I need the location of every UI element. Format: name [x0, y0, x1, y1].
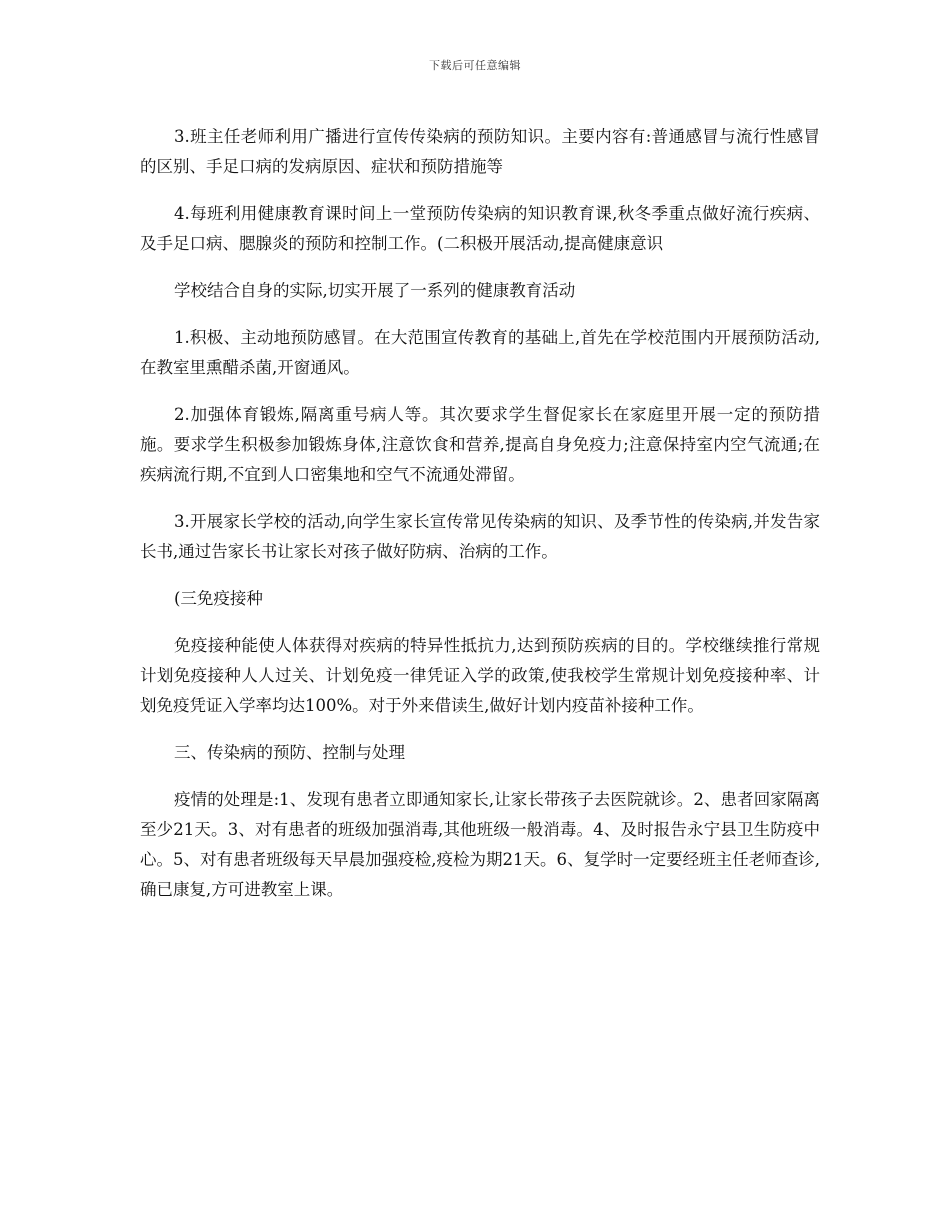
paragraph-prevent-cold: 1.积极、主动地预防感冒。在大范围宣传教育的基础上,首先在学校范围内开展预防活动,在教室里熏醋杀菌,开窗通风。: [140, 328, 820, 377]
paragraph-parent-school: 3.开展家长学校的活动,向学生家长宣传常见传染病的知识、及季节性的传染病,并发告家长书,通过告家长书让家长对孩子做好防病、治病的工作。: [140, 512, 820, 561]
paragraph-broadcast-publicity: 3.班主任老师利用广播进行宣传传染病的预防知识。主要内容有:普通感冒与流行性感冒的区别、手足口病的发病原因、症状和预防措施等: [140, 127, 820, 176]
paragraph-physical-exercise: 2.加强体育锻炼,隔离重号病人等。其次要求学生督促家长在家庭里开展一定的预防措施。要求学生积极参加锻炼身体,注意饮食和营养,提高自身免疫力;注意保持室内空气流通;在疾病流行期,不宜到人口密集地和空气不流通处滞留。: [140, 405, 820, 484]
section-heading-control: 三、传染病的预防、控制与处理: [174, 743, 405, 762]
paragraph-epidemic-handling: 疫情的处理是:1、发现有患者立即通知家长,让家长带孩子去医院就诊。2、患者回家隔离至少21天。3、对有患者的班级加强消毒,其他班级一般消毒。4、及时报告永宁县卫生防疫中心。5、对有患者班级每天早晨加强疫检,疫检为期21天。6、复学时一定要经班主任老师查诊,确已康复,方可进教室上课。: [140, 790, 820, 899]
paragraph-activities-intro: 学校结合自身的实际,切实开展了一系列的健康教育活动: [174, 281, 576, 300]
paragraph-immunization: 免疫接种能使人体获得对疾病的特异性抵抗力,达到预防疾病的目的。学校继续推行常规计划免疫接种人人过关、计划免疫一律凭证入学的政策,使我校学生常规计划免疫接种率、计划免疫凭证入学率均达100%。对于外来借读生,做好计划内疫苗补接种工作。: [140, 636, 820, 715]
document-body: [140, 122, 820, 922]
page-header-note: 下载后可任意编辑: [429, 59, 521, 72]
paragraph-health-class: 4.每班利用健康教育课时间上一堂预防传染病的知识教育课,秋冬季重点做好流行疾病、及手足口病、腮腺炎的预防和控制工作。(二积极开展活动,提高健康意识: [140, 204, 820, 253]
section-heading-immunization: (三免疫接种: [174, 589, 263, 608]
